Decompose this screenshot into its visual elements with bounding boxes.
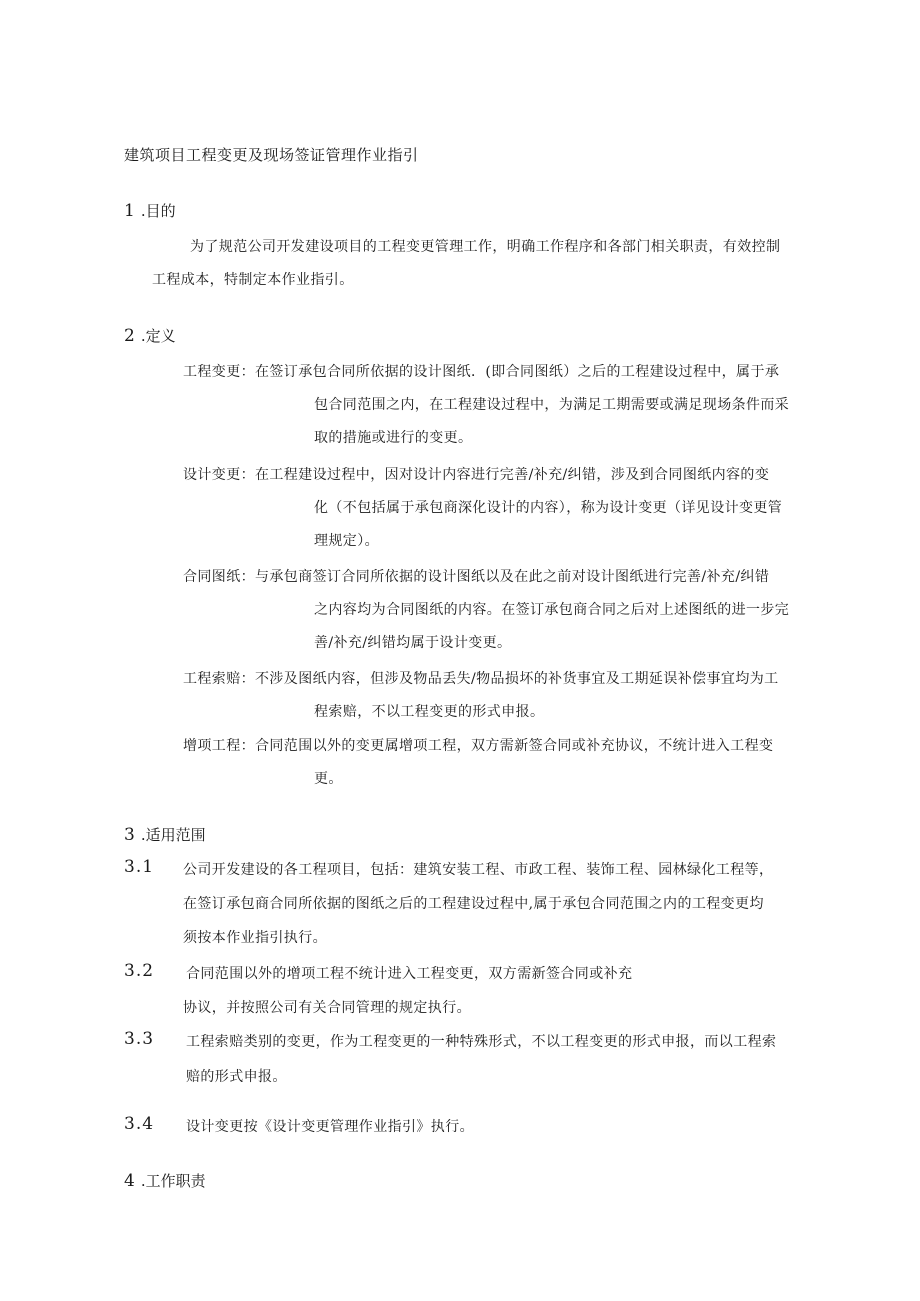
definition-line: 工程变更：在签订承包合同所依据的设计图纸．(即合同图纸）之后的工程建设过程中，属于承 (183, 364, 780, 380)
section-3-number: 3 (124, 825, 141, 845)
item-line: 工程索赔类别的变更，作为工程变更的一种特殊形式，不以工程变更的形式申报，而以工程索 (186, 1034, 777, 1050)
item-number: 3.1 (124, 857, 155, 877)
item-number: 3.2 (124, 961, 155, 981)
definition-line: 更。 (314, 771, 343, 787)
item-number: 3.3 (124, 1029, 155, 1049)
definition-line: 设计变更：在工程建设过程中，因对设计内容进行完善/补充/纠错，涉及到合同图纸内容的变 (183, 467, 770, 483)
section-1-title: .目的 (140, 202, 176, 220)
definition-line: 理规定）。 (314, 533, 379, 549)
section-4-heading (124, 1170, 206, 1191)
item-line: 协议，并按照公司有关合同管理的规定执行。 (183, 1000, 471, 1016)
section-2-heading (124, 325, 176, 346)
definition-line: 包合同范围之内，在工程建设过程中，为满足工期需要或满足现场条件而采 (314, 397, 790, 413)
section-4-number: 4 (124, 1171, 141, 1191)
document-title: 建筑项目工程变更及现场签证管理作业指引 (124, 146, 419, 164)
definition-line: 善/补充/纠错均属于设计变更。 (314, 635, 512, 651)
section-2-number: 2 (124, 326, 141, 346)
section-1-line: 工程成本，特制定本作业指引。 (152, 272, 354, 288)
section-3-heading (124, 824, 206, 845)
item-line: 公司开发建设的各工程项目，包括：建筑安装工程、市政工程、装饰工程、园林绿化工程等， (183, 862, 774, 878)
definition-line: 之内容均为合同图纸的内容。在签订承包商合同之后对上述图纸的进一步完 (314, 602, 790, 618)
section-1-number: 1 (124, 201, 141, 221)
definition-line: 化（不包括属于承包商深化设计的内容），称为设计变更（详见设计变更管 (314, 500, 783, 516)
definition-line: 增项工程：合同范围以外的变更属增项工程，双方需新签合同或补充协议，不统计进入工程变 (183, 738, 774, 754)
definition-line: 工程索赔：不涉及图纸内容，但涉及物品丢失/物品损坏的补货事宜及工期延误补偿事宜均为工 (183, 671, 779, 687)
section-1-heading (124, 200, 176, 221)
item-line: 合同范围以外的增项工程不统计进入工程变更，双方需新签合同或补充 (186, 966, 633, 982)
section-3-title: .适用范围 (140, 826, 206, 844)
section-1-line: 为了规范公司开发建设项目的工程变更管理工作，明确工作程序和各部门相关职责，有效控制 (190, 239, 781, 255)
item-line: 在签订承包商合同所依据的图纸之后的工程建设过程中,属于承包合同范围之内的工程变更均 (183, 896, 764, 912)
definition-line: 合同图纸：与承包商签订合同所依据的设计图纸以及在此之前对设计图纸进行完善/补充/纠错 (183, 569, 770, 585)
item-line: 设计变更按《设计变更管理作业指引》执行。 (186, 1119, 474, 1135)
section-4-title: .工作职责 (140, 1172, 206, 1190)
item-line: 须按本作业指引执行。 (183, 930, 327, 946)
item-line: 赔的形式申报。 (186, 1069, 287, 1085)
definition-line: 取的措施或进行的变更。 (314, 430, 473, 446)
section-2-title: .定义 (140, 327, 176, 345)
definition-line: 程索赔，不以工程变更的形式申报。 (314, 704, 545, 720)
item-number: 3.4 (124, 1114, 155, 1134)
